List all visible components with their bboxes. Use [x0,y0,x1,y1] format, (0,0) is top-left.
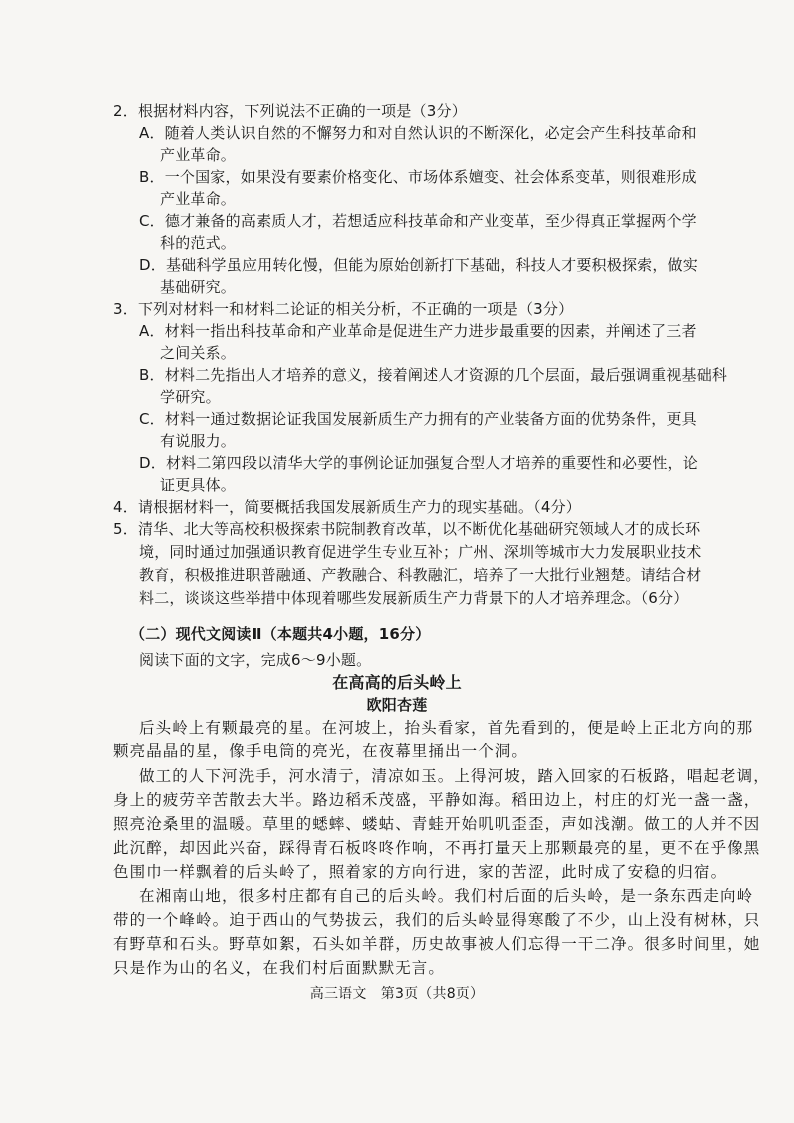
section-heading: （二）现代文阅读Ⅱ（本题共4小题，16分） [130,625,431,643]
question-4-stem: 4．请根据材料一，简要概括我国发展新质生产力的现实基础。（4分） [113,498,581,516]
paragraph-2-line-3: 照亮沧桑里的温暖。草里的蟋蟀、蝼蛄、青蛙开始叽叽歪歪，声如浅潮。做工的人并不因 [113,815,761,833]
question-3-option-b: B．材料二先指出人才培养的意义，接着阐述人才资源的几个层面，最后强调重视基础科 [139,366,728,384]
paragraph-3-line-3: 有野草和石头。野草如絮，石头如羊群，历史故事被人们忘得一干二净。很多时间里，她 [113,935,761,953]
article-title: 在高高的后头岭上 [332,673,462,692]
question-5-line-1: 5．清华、北大等高校积极探索书院制教育改革，以不断优化基础研究领域人才的成长环 [113,520,701,538]
paragraph-2-line-5: 色围巾一样飘着的后头岭了，照着家的方向行进，家的苦涩，此时成了安稳的归宿。 [113,863,728,881]
question-2-option-c: C．德才兼备的高素质人才，若想适应科技革命和产业变革，至少得真正掌握两个学 [139,212,697,230]
question-3-option-a-cont: 之间关系。 [160,344,237,362]
question-2-option-a-cont: 产业革命。 [160,146,237,164]
question-3-stem: 3．下列对材料一和材料二论证的相关分析，不正确的一项是（3分） [113,300,574,318]
article-author: 欧阳杏莲 [366,696,428,714]
question-3-option-c: C．材料一通过数据论证我国发展新质生产力拥有的产业装备方面的优势条件，更具 [139,410,697,428]
paragraph-3-line-2: 带的一个峰岭。迫于西山的气势拔云，我们的后头岭显得寒酸了不少，山上没有树林，只 [113,911,761,929]
page-footer: 高三语文 第3页（共8页） [309,986,485,1002]
question-2-option-d: D．基础科学虽应用转化慢，但能为原始创新打下基础，科技人才要积极探索，做实 [139,256,698,274]
question-5-line-3: 教育，积极推进职普融通、产教融合、科教融汇，培养了一大批行业翘楚。请结合材 [139,566,702,584]
paragraph-2-line-1: 做工的人下河洗手，河水清亍，清凉如玉。上得河坡，踏入回家的石板路，唱起老调， [139,767,770,785]
question-5-line-4: 料二，谈谈这些举措中体现着哪些发展新质生产力背景下的人才培养理念。（6分） [139,589,689,607]
paragraph-2-line-2: 身上的疲劳辛苦散去大半。路边稻禾茂盛，平静如海。稻田边上，村庄的灯光一盏一盏， [113,791,761,809]
paragraph-2-line-4: 此沉醉，却因此兴奋，踩得青石板咚咚作响，不再打量天上那颗最亮的星，更不在乎像黑 [113,839,761,857]
paragraph-1-line-1: 后头岭上有颗最亮的星。在河坡上，抬头看家，首先看到的，便是岭上正北方向的那 [139,719,754,737]
question-3-option-d-cont: 证更具体。 [160,476,237,494]
question-5-line-2: 境，同时通过加强通识教育促进学生专业互补；广州、深圳等城市大力发展职业技术 [139,543,702,561]
question-2-option-d-cont: 基础研究。 [160,278,237,296]
question-2-option-b: B．一个国家，如果没有要素价格变化、市场体系嬗变、社会体系变革，则很难形成 [139,168,697,186]
question-3-option-c-cont: 有说服力。 [160,432,237,450]
section-instruction: 阅读下面的文字，完成6～9小题。 [139,651,372,669]
paragraph-3-line-1: 在湘南山地，很多村庄都有自己的后头岭。我们村后面的后头岭，是一条东西走向岭 [139,887,754,905]
question-3-option-b-cont: 学研究。 [160,388,221,406]
question-3-option-d: D．材料二第四段以清华大学的事例论证加强复合型人才培养的重要性和必要性，论 [139,454,698,472]
paragraph-1-line-2: 颗亮晶晶的星，像手电筒的亮光，在夜幕里捅出一个洞。 [113,742,529,760]
question-2-option-c-cont: 科的范式。 [160,234,237,252]
question-2-option-a: A．随着人类认识自然的不懈努力和对自然认识的不断深化，必定会产生科技革命和 [139,124,697,142]
question-2-option-b-cont: 产业革命。 [160,190,237,208]
question-3-option-a: A．材料一指出科技革命和产业革命是促进生产力进步最重要的因素，并阐述了三者 [139,322,697,340]
paragraph-3-line-4: 只是作为山的名义，在我们村后面默默无言。 [113,959,446,977]
question-2-stem: 2．根据材料内容，下列说法不正确的一项是（3分） [113,102,467,120]
